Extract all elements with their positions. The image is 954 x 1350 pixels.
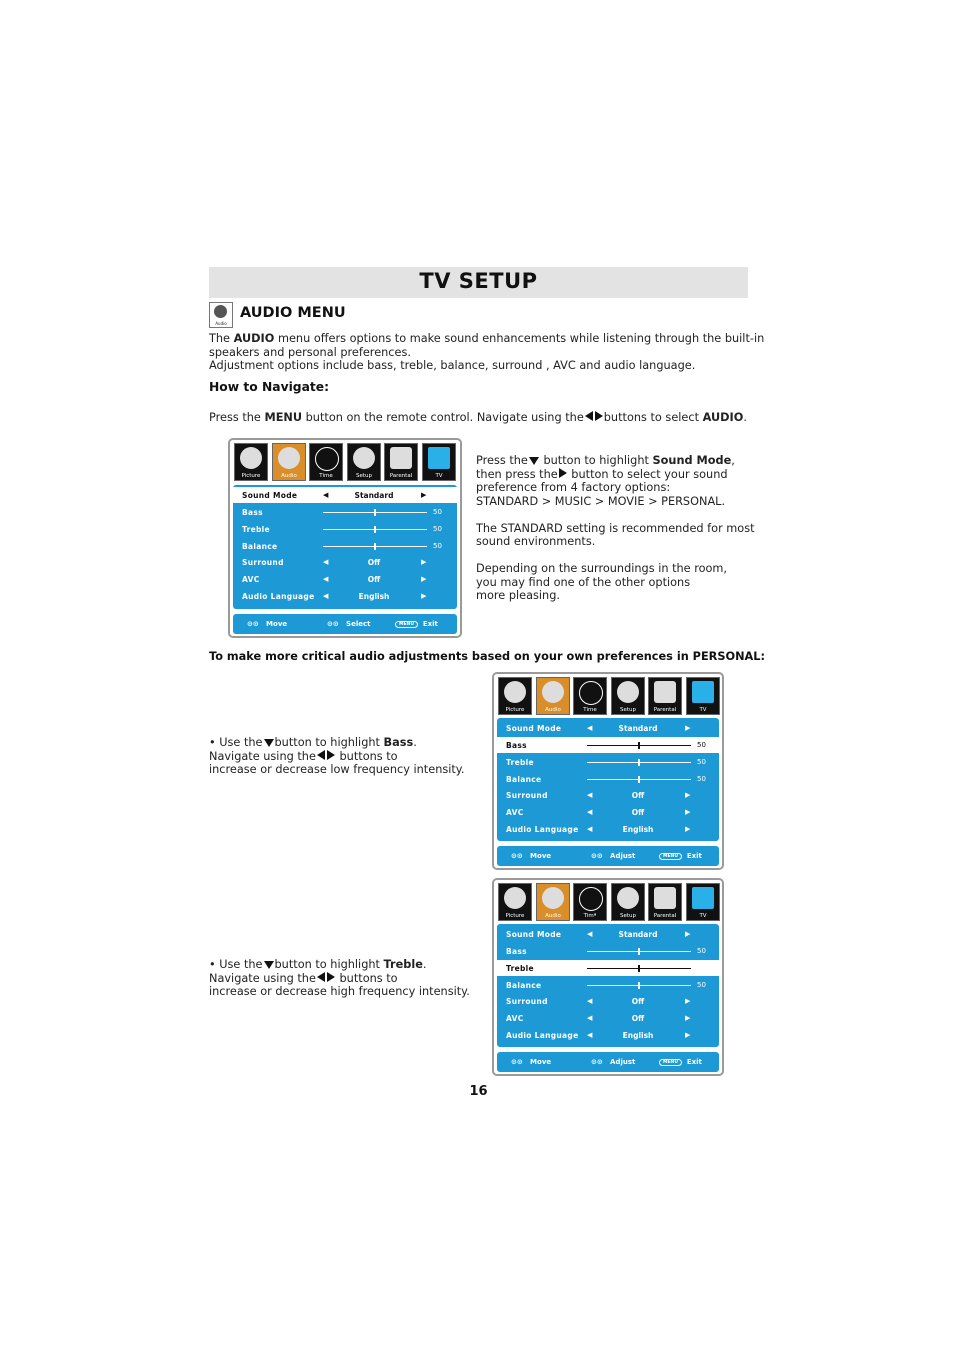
osd-menu-bass xyxy=(492,672,724,870)
how-to-navigate-heading: How to Navigate: xyxy=(209,380,330,394)
clock-icon xyxy=(315,447,339,471)
tab-picture[interactable]: Picture xyxy=(498,677,532,715)
osd-menu-sound-mode xyxy=(228,438,462,638)
right-arrow-icon xyxy=(559,468,567,478)
row-avc[interactable]: AVC ◀ Off ▶ xyxy=(242,575,427,584)
sound-mode-line-9: more pleasing. xyxy=(476,589,560,602)
bass-line-2: Navigate using the buttons to xyxy=(209,750,398,763)
left-arrow-icon: ◀ xyxy=(323,491,329,499)
right-arrow-icon: ▶ xyxy=(421,491,427,499)
tab-picture[interactable]: Picture xyxy=(234,443,268,481)
sound-mode-line-1: Press the button to highlight Sound Mode, xyxy=(476,454,735,467)
treble-line-2: Navigate using the buttons to xyxy=(209,972,398,985)
row-bass[interactable]: Bass 50 xyxy=(242,508,442,517)
bass-slider[interactable] xyxy=(587,745,691,746)
bass-line-1: • Use the button to highlight Bass. xyxy=(209,736,417,749)
lock-icon xyxy=(390,447,412,469)
tab-time[interactable]: Timª xyxy=(573,883,607,921)
camera-icon xyxy=(240,447,262,469)
right-arrow-icon xyxy=(595,411,603,421)
row-surround[interactable]: Surround ◀ Off ▶ xyxy=(506,791,691,800)
page-number: 16 xyxy=(469,1084,488,1099)
treble-line-3: increase or decrease high frequency intensity. xyxy=(209,985,470,998)
camera-icon xyxy=(504,681,526,703)
tab-setup[interactable]: Setup xyxy=(611,677,645,715)
osd-settings-list xyxy=(497,718,719,841)
tab-audio[interactable]: Audio xyxy=(272,443,306,481)
row-treble[interactable]: Treble xyxy=(497,960,719,976)
sound-mode-line-7: Depending on the surroundings in the room, xyxy=(476,562,728,575)
osd-tabs xyxy=(497,883,719,923)
treble-slider[interactable] xyxy=(587,968,691,969)
tab-setup[interactable]: Setup xyxy=(347,443,381,481)
personal-heading: To make more critical audio adjustments based on your own preferences in PERSONAL: xyxy=(209,650,766,663)
tab-picture[interactable]: Picture xyxy=(498,883,532,921)
navigate-instruction: Press the MENU button on the remote control. Navigate using the buttons to select AUDIO. xyxy=(209,411,747,424)
speaker-icon xyxy=(542,681,564,703)
move-hint: ⊙⊙ Move xyxy=(247,620,288,628)
row-balance[interactable]: Balance 50 xyxy=(506,775,706,784)
tab-tv[interactable]: TV xyxy=(422,443,456,481)
sound-mode-line-3: preference from 4 factory options: xyxy=(476,481,671,494)
sound-mode-line-5: The STANDARD setting is recommended for most xyxy=(476,522,755,535)
sound-mode-line-8: you may find one of the other options xyxy=(476,576,691,589)
gear-icon xyxy=(617,887,639,909)
exit-hint: MENU Exit xyxy=(395,620,438,628)
balance-slider[interactable] xyxy=(587,779,691,780)
row-balance[interactable]: Balance 50 xyxy=(242,542,442,551)
down-arrow-icon xyxy=(529,457,539,465)
treble-slider[interactable] xyxy=(323,529,427,530)
row-avc[interactable]: AVC ◀ Off ▶ xyxy=(506,808,691,817)
right-arrow-icon xyxy=(327,750,335,760)
camera-icon xyxy=(504,887,526,909)
gear-icon xyxy=(353,447,375,469)
tab-tv[interactable]: TV xyxy=(686,677,720,715)
osd-footer: ⊙⊙ Move ⊙⊙ Adjust MENU Exit xyxy=(497,846,719,866)
osd-menu-treble xyxy=(492,878,724,1076)
sound-mode-line-2: then press the button to select your sound xyxy=(476,468,728,481)
tab-parental[interactable]: Parental xyxy=(384,443,418,481)
row-sound-mode[interactable]: Sound Mode ◀ Standard ▶ xyxy=(506,930,691,939)
osd-settings-list xyxy=(233,485,457,609)
tv-icon xyxy=(428,447,450,469)
row-audio-language[interactable]: Audio Language ◀ English ▶ xyxy=(242,592,427,601)
tab-time[interactable]: Time xyxy=(573,677,607,715)
lock-icon xyxy=(654,681,676,703)
osd-tabs xyxy=(497,677,719,717)
tab-setup[interactable]: Setup xyxy=(611,883,645,921)
bass-slider[interactable] xyxy=(323,512,427,513)
page-title: TV SETUP xyxy=(419,269,538,293)
intro-line-3: Adjustment options include bass, treble, balance, surround , AVC and audio language. xyxy=(209,359,696,372)
sound-mode-line-6: sound environments. xyxy=(476,535,596,548)
row-treble[interactable]: Treble 50 xyxy=(242,525,442,534)
tab-tv[interactable]: TV xyxy=(686,883,720,921)
tv-icon xyxy=(692,887,714,909)
right-arrow-icon xyxy=(327,972,335,982)
row-audio-language[interactable]: Audio Language ◀ English ▶ xyxy=(506,1031,691,1040)
row-surround[interactable]: Surround ◀ Off ▶ xyxy=(242,558,427,567)
row-audio-language[interactable]: Audio Language ◀ English ▶ xyxy=(506,825,691,834)
tab-time[interactable]: Time xyxy=(309,443,343,481)
sound-mode-line-4: STANDARD > MUSIC > MOVIE > PERSONAL. xyxy=(476,495,726,508)
down-arrow-icon xyxy=(264,739,274,747)
bass-slider[interactable] xyxy=(587,951,691,952)
osd-tabs xyxy=(233,443,457,483)
section-title: AUDIO MENU xyxy=(240,305,346,321)
row-balance[interactable]: Balance 50 xyxy=(506,981,706,990)
bass-line-3: increase or decrease low frequency intensity. xyxy=(209,763,465,776)
intro-line-1: The AUDIO menu offers options to make sound enhancements while listening through the built-in xyxy=(209,332,765,345)
clock-icon xyxy=(579,681,603,705)
tab-parental[interactable]: Parental xyxy=(648,677,682,715)
row-bass[interactable]: Bass 50 xyxy=(497,737,719,753)
tab-audio[interactable]: Audio xyxy=(536,677,570,715)
speaker-icon xyxy=(542,887,564,909)
balance-slider[interactable] xyxy=(323,546,427,547)
speaker-icon xyxy=(278,447,300,469)
osd-settings-list xyxy=(497,924,719,1047)
row-avc[interactable]: AVC ◀ Off ▶ xyxy=(506,1014,691,1023)
osd-footer: ⊙⊙ Move ⊙⊙ Adjust MENU Exit xyxy=(497,1052,719,1072)
balance-slider[interactable] xyxy=(587,985,691,986)
audio-icon-label: Audio xyxy=(215,321,227,326)
left-arrow-icon xyxy=(585,411,593,421)
tab-audio[interactable]: Audio xyxy=(536,883,570,921)
tab-parental[interactable]: Parental xyxy=(648,883,682,921)
select-hint: ⊙⊙ Select xyxy=(327,620,371,628)
down-arrow-icon xyxy=(264,961,274,969)
tv-icon xyxy=(692,681,714,703)
row-bass[interactable]: Bass 50 xyxy=(506,947,706,956)
treble-slider[interactable] xyxy=(587,762,691,763)
treble-line-1: • Use the button to highlight Treble. xyxy=(209,958,427,971)
row-surround[interactable]: Surround ◀ Off ▶ xyxy=(506,997,691,1006)
row-sound-mode[interactable]: Sound Mode ◀ Standard ▶ xyxy=(506,724,691,733)
row-sound-mode[interactable]: Sound Mode ◀ Standard ▶ xyxy=(233,487,457,503)
audio-section-icon xyxy=(209,302,233,328)
clock-icon xyxy=(579,887,603,911)
left-arrow-icon xyxy=(317,972,325,982)
osd-footer xyxy=(233,614,457,634)
intro-line-2: speakers and personal preferences. xyxy=(209,346,411,359)
row-treble[interactable]: Treble 50 xyxy=(506,758,706,767)
left-arrow-icon xyxy=(317,750,325,760)
lock-icon xyxy=(654,887,676,909)
gear-icon xyxy=(617,681,639,703)
